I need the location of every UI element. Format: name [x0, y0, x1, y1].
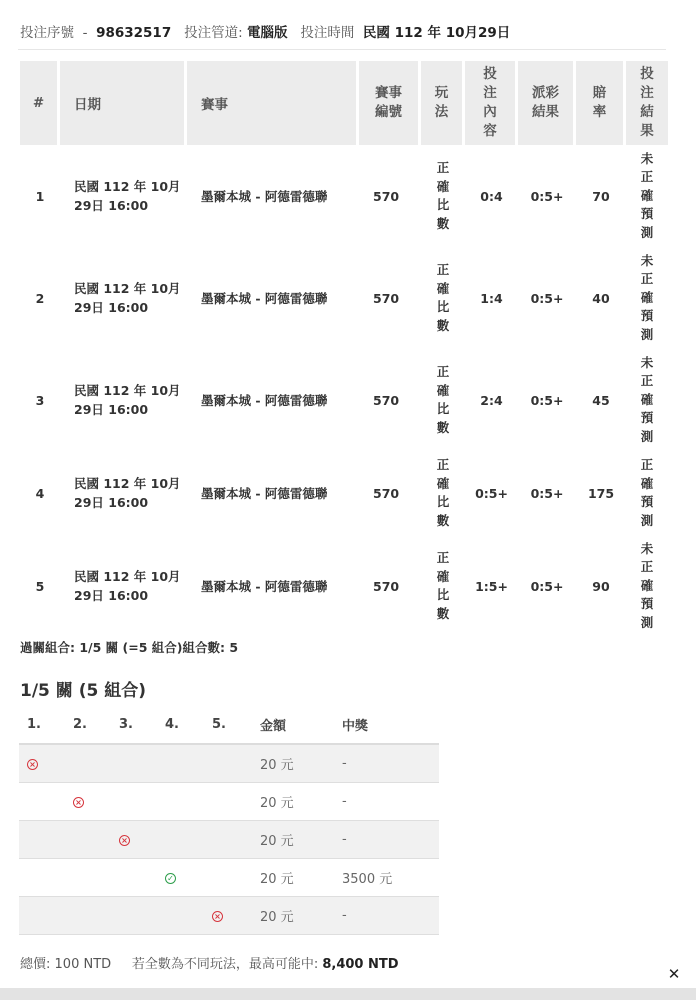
row-date: 民國 112 年 10月 29日 16:00 — [74, 281, 181, 315]
col-header-payout: 派彩 結果 — [518, 61, 576, 145]
combo-cell — [19, 821, 65, 859]
bet-details-table — [20, 61, 668, 637]
combo-amount: 20 元 — [260, 783, 342, 821]
row-payout: 0:5+ — [530, 485, 564, 501]
col-header-num: # — [20, 61, 60, 145]
col-header-odds: 賠 率 — [576, 61, 626, 145]
row-match-no: 570 — [373, 290, 400, 306]
combo-amount: 20 元 — [260, 859, 342, 897]
row-play: 正 確 比 數 — [436, 364, 450, 435]
row-play: 正 確 比 數 — [436, 262, 450, 333]
table-row — [20, 145, 668, 247]
col-header-result: 投 注 結 果 — [626, 61, 668, 145]
row-content: 1:4 — [480, 290, 503, 306]
col-header-match: 賽事 — [187, 61, 359, 145]
row-num: 3 — [35, 392, 45, 408]
combo-cell — [157, 897, 204, 935]
combo-amount: 20 元 — [260, 897, 342, 935]
col-header-content: 投 注 內 容 — [465, 61, 518, 145]
combo-cell — [65, 897, 111, 935]
combo-row — [19, 744, 439, 783]
row-result: 未 正 確 預 測 — [640, 252, 654, 342]
row-odds: 70 — [592, 188, 610, 204]
combo-cell — [65, 783, 111, 821]
row-match-no: 570 — [373, 188, 400, 204]
row-num: 2 — [35, 290, 45, 306]
combo-cell — [157, 744, 204, 783]
table-row — [20, 535, 668, 637]
combo-cell — [65, 859, 111, 897]
row-match: 墨爾本城 - 阿德雷德聯 — [201, 189, 328, 204]
combo-table — [19, 706, 439, 935]
combo-cell — [19, 744, 65, 783]
total-value: 100 NTD — [54, 957, 112, 972]
combo-cell — [204, 897, 260, 935]
combo-col-2: 2. — [65, 706, 111, 744]
combo-cell — [111, 821, 157, 859]
row-content: 1:5+ — [475, 578, 508, 594]
combo-cell — [204, 821, 260, 859]
combo-prize: - — [342, 744, 439, 783]
col-header-date: 日期 — [60, 61, 187, 145]
row-date: 民國 112 年 10月 29日 16:00 — [74, 179, 181, 213]
fail-icon: × — [73, 797, 84, 808]
combo-row — [19, 783, 439, 821]
combo-row — [19, 859, 439, 897]
row-content: 0:4 — [480, 188, 503, 204]
combo-col-prize: 中獎 — [342, 706, 439, 744]
combo-cell — [204, 744, 260, 783]
combo-cell — [111, 859, 157, 897]
combo-cell — [204, 859, 260, 897]
col-header-play: 玩 法 — [421, 61, 465, 145]
row-play: 正 確 比 數 — [436, 160, 450, 231]
combo-cell — [111, 783, 157, 821]
row-match: 墨爾本城 - 阿德雷德聯 — [201, 579, 328, 594]
max-win-value: 8,400 NTD — [322, 957, 399, 972]
combo-amount: 20 元 — [260, 821, 342, 859]
row-result: 未 正 確 預 測 — [640, 354, 654, 444]
fail-icon: × — [27, 759, 38, 770]
row-num: 5 — [35, 578, 45, 594]
row-play: 正 確 比 數 — [436, 550, 450, 621]
serial-separator: - — [82, 25, 88, 41]
row-date: 民國 112 年 10月 29日 16:00 — [74, 569, 181, 603]
bet-table-header-row — [20, 61, 668, 145]
channel-label: 投注管道: — [184, 25, 243, 41]
row-match: 墨爾本城 - 阿德雷德聯 — [201, 486, 328, 501]
combo-summary: 過關組合: 1/5 關 (=5 組合)組合數: 5 — [20, 640, 239, 655]
combo-col-amount: 金額 — [260, 706, 342, 744]
channel-value: 電腦版 — [246, 25, 288, 41]
combo-prize: - — [342, 897, 439, 935]
time-value: 民國 112 年 10月29日 — [362, 25, 511, 41]
col-header-match-no: 賽事 編號 — [359, 61, 421, 145]
row-match-no: 570 — [373, 485, 400, 501]
row-odds: 40 — [592, 290, 610, 306]
row-num: 1 — [35, 188, 45, 204]
combo-amount: 20 元 — [260, 744, 342, 783]
row-match-no: 570 — [373, 578, 400, 594]
time-label: 投注時間 — [300, 25, 355, 41]
row-odds: 90 — [592, 578, 610, 594]
table-row — [20, 451, 668, 535]
summary-footer — [20, 953, 399, 972]
combo-row — [19, 821, 439, 859]
row-payout: 0:5+ — [530, 188, 564, 204]
combo-col-4: 4. — [157, 706, 204, 744]
table-row — [20, 349, 668, 451]
combo-col-1: 1. — [19, 706, 65, 744]
combo-section-title: 1/5 關 (5 組合) — [20, 681, 146, 701]
row-num: 4 — [35, 485, 45, 501]
close-icon[interactable]: ✕ — [667, 965, 681, 983]
combo-header-row — [19, 706, 439, 744]
row-odds: 45 — [592, 392, 610, 408]
row-payout: 0:5+ — [530, 578, 564, 594]
combo-cell — [157, 821, 204, 859]
combo-cell — [19, 859, 65, 897]
row-content: 2:4 — [480, 392, 503, 408]
check-icon: ✓ — [165, 873, 176, 884]
combo-cell — [111, 744, 157, 783]
serial-label: 投注序號 — [20, 25, 74, 41]
row-odds: 175 — [587, 485, 615, 501]
row-match-no: 570 — [373, 392, 400, 408]
combo-cell — [157, 859, 204, 897]
row-date: 民國 112 年 10月 29日 16:00 — [74, 476, 181, 510]
row-result: 未 正 確 預 測 — [640, 150, 654, 240]
combo-col-5: 5. — [204, 706, 260, 744]
row-play: 正 確 比 數 — [436, 457, 450, 528]
row-date: 民國 112 年 10月 29日 16:00 — [74, 383, 181, 417]
row-payout: 0:5+ — [530, 392, 564, 408]
combo-cell — [157, 783, 204, 821]
combo-cell — [65, 821, 111, 859]
combo-cell — [204, 783, 260, 821]
max-win-label: 若全數為不同玩法，最高可能中: — [131, 957, 319, 972]
combo-cell — [65, 744, 111, 783]
row-result: 正 確 預 測 — [640, 457, 654, 528]
header-divider — [18, 49, 666, 50]
combo-row — [19, 897, 439, 935]
combo-col-3: 3. — [111, 706, 157, 744]
table-row — [20, 247, 668, 349]
combo-cell — [111, 897, 157, 935]
fail-icon: × — [212, 911, 223, 922]
row-result: 未 正 確 預 測 — [640, 540, 654, 630]
row-match: 墨爾本城 - 阿德雷德聯 — [201, 291, 328, 306]
combo-prize: - — [342, 783, 439, 821]
combo-prize: 3500 元 — [342, 859, 439, 897]
combo-prize: - — [342, 821, 439, 859]
combo-cell — [19, 783, 65, 821]
row-payout: 0:5+ — [530, 290, 564, 306]
total-label: 總價: — [20, 957, 51, 972]
serial-value: 98632517 — [96, 25, 172, 41]
row-match: 墨爾本城 - 阿德雷德聯 — [201, 393, 328, 408]
row-content: 0:5+ — [475, 485, 508, 501]
bet-info-header — [20, 21, 510, 41]
fail-icon: × — [119, 835, 130, 846]
bottom-bar — [0, 988, 696, 1000]
combo-cell — [19, 897, 65, 935]
